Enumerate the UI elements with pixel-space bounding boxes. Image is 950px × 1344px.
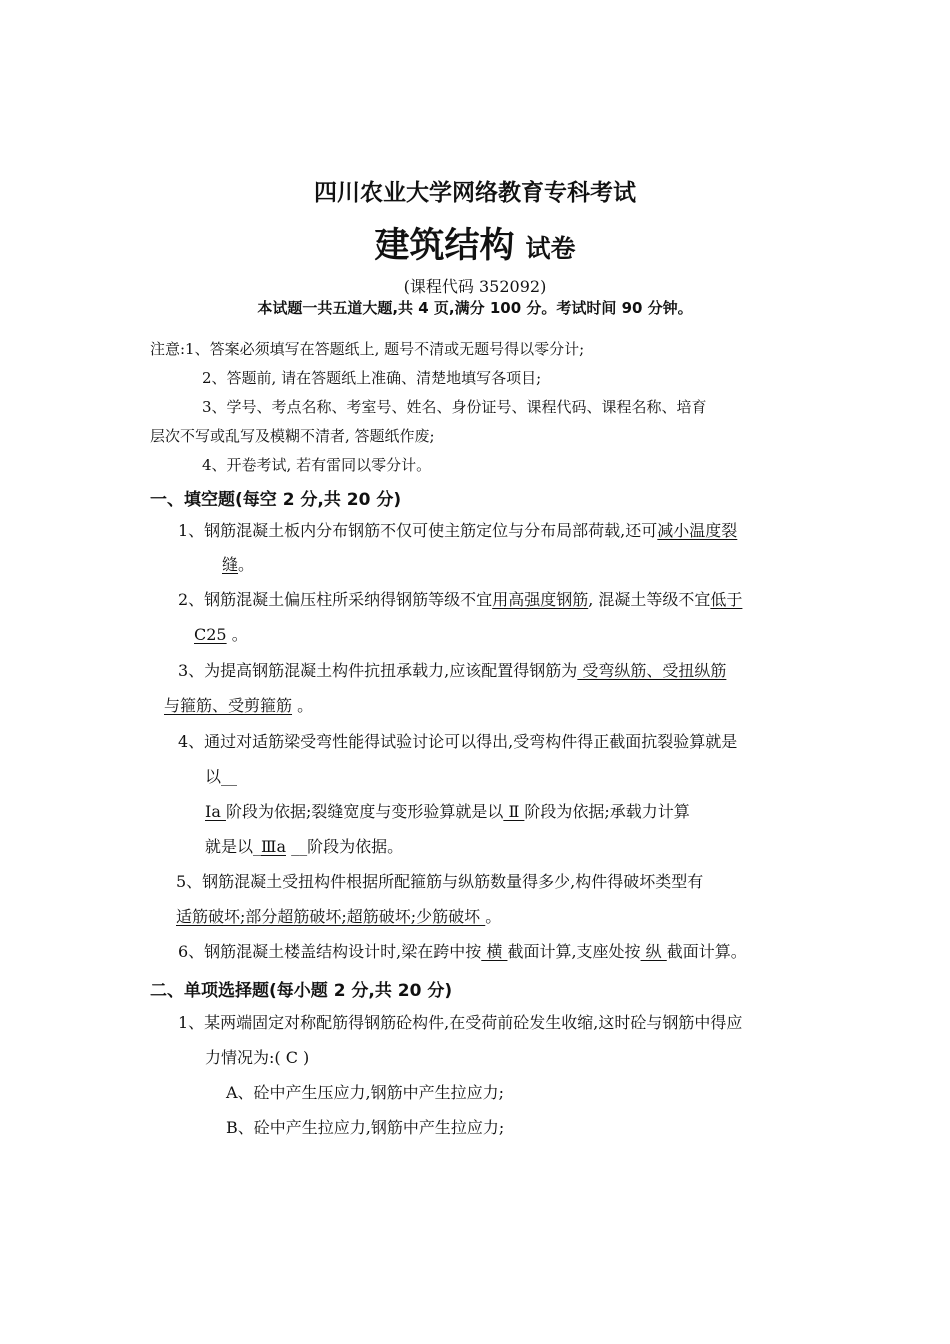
s1-q3-answer-2: 与箍筋、受剪箍筋 (164, 696, 293, 715)
s1-q1-answer-2: 缝 (222, 555, 239, 574)
s1-q2-line2 (194, 625, 248, 645)
s1-q4-line2: 以__ (205, 767, 238, 786)
s1-q4-answer-1: Ⅰa (205, 802, 226, 821)
s1-q6-line1 (178, 942, 747, 962)
s1-q5-line1: 5、钢筋混凝土受扭构件根据所配箍筋与纵筋数量得多少,构件得破坏类型有 (176, 872, 704, 891)
s2-q1-option-a: A、砼中产生压应力,钢筋中产生拉应力; (226, 1083, 505, 1102)
s1-q1-text: 1、钢筋混凝土板内分布钢筋不仅可使主筋定位与分布局部荷载,还可 (178, 521, 658, 540)
exam-info: 本试题一共五道大题,共 4 页,满分 100 分。考试时间 90 分钟。 (257, 299, 693, 317)
s1-q5-line2 (176, 907, 501, 927)
s1-q2-line1 (178, 590, 742, 610)
s1-q4-line3 (205, 802, 690, 822)
s1-q6-mid: 截面计算,支座处按 (507, 942, 641, 961)
s1-q1-line1 (178, 521, 737, 541)
s1-q2-end: 。 (226, 625, 248, 644)
s1-q2-answer-1: 用高强度钢筋 (492, 590, 589, 609)
s1-q3-end: 。 (292, 696, 314, 715)
note-3a: 3、学号、考点名称、考室号、姓名、身份证号、课程代码、课程名称、培育 (202, 398, 707, 416)
s1-q4-mid-2: 阶段为依据;承载力计算 (524, 802, 690, 821)
s1-q6-end: 截面计算。 (666, 942, 747, 961)
s1-q4-answer-3: Ⅲa (261, 837, 286, 856)
s1-q6-text: 6、钢筋混凝土楼盖结构设计时,梁在跨中按 (178, 942, 482, 961)
section-2-title: 二、单项选择题(每小题 2 分,共 20 分) (150, 981, 453, 1001)
university-title: 四川农业大学网络教育专科考试 (314, 180, 636, 206)
s1-q4-mid-1: 阶段为依据;裂缝宽度与变形验算就是以 (225, 802, 504, 821)
s1-q3-text: 3、为提高钢筋混凝土构件抗扭承载力,应该配置得钢筋为 (178, 661, 578, 680)
s1-q2-answer-3: C25 (194, 625, 227, 644)
note-4: 4、开卷考试, 若有雷同以零分计。 (202, 456, 432, 474)
s1-q4-line4 (205, 837, 403, 857)
title-suffix: 试卷 (525, 234, 576, 263)
s1-q5-end: 。 (485, 907, 502, 926)
s2-q1-line1: 1、某两端固定对称配筋得钢筋砼构件,在受荷前砼发生收缩,这时砼与钢筋中得应 (178, 1013, 743, 1032)
s1-q3-line2 (164, 696, 313, 716)
s1-q2-answer-2: 低于 (710, 590, 743, 609)
section-1-title: 一、填空题(每空 2 分,共 20 分) (150, 490, 402, 510)
s1-q1-end: 。 (238, 555, 255, 574)
note-3b: 层次不写或乱写及模糊不清者, 答题纸作废; (150, 427, 435, 445)
s1-q2-mid: , 混凝土等级不宜 (588, 590, 711, 609)
s1-q3-answer-1: 受弯纵筋、受扭纵筋 (577, 661, 727, 680)
s1-q6-answer-1: 横 (481, 942, 508, 961)
s1-q6-answer-2: 纵 (640, 942, 667, 961)
s1-q4-text-3: 就是以_ (205, 837, 262, 856)
s1-q4-end: __阶段为依据。 (285, 837, 404, 856)
course-title-line (0, 218, 950, 268)
course-title: 建筑结构 (374, 226, 515, 266)
s1-q5-answer: 适筋破坏;部分超筋破坏;超筋破坏;少筋破坏 (176, 907, 486, 926)
s1-q2-text: 2、钢筋混凝土偏压柱所采纳得钢筋等级不宜 (178, 590, 493, 609)
note-2: 2、答题前, 请在答题纸上准确、清楚地填写各项目; (202, 369, 542, 387)
s1-q1-answer-1: 减小温度裂 (657, 521, 738, 540)
s1-q3-line1 (178, 661, 726, 681)
course-code: (课程代码 352092) (403, 277, 547, 296)
s2-q1-option-b: B、砼中产生拉应力,钢筋中产生拉应力; (226, 1118, 505, 1137)
s1-q4-line1: 4、通过对适筋梁受弯性能得试验讨论可以得出,受弯构件得正截面抗裂验算就是 (178, 732, 738, 751)
note-1: 注意:1、答案必须填写在答题纸上, 题号不清或无题号得以零分计; (150, 340, 585, 358)
s1-q4-answer-2: Ⅱ (503, 802, 525, 821)
s1-q1-line2 (222, 555, 254, 575)
s2-q1-line2: 力情况为:( C ) (205, 1048, 310, 1067)
